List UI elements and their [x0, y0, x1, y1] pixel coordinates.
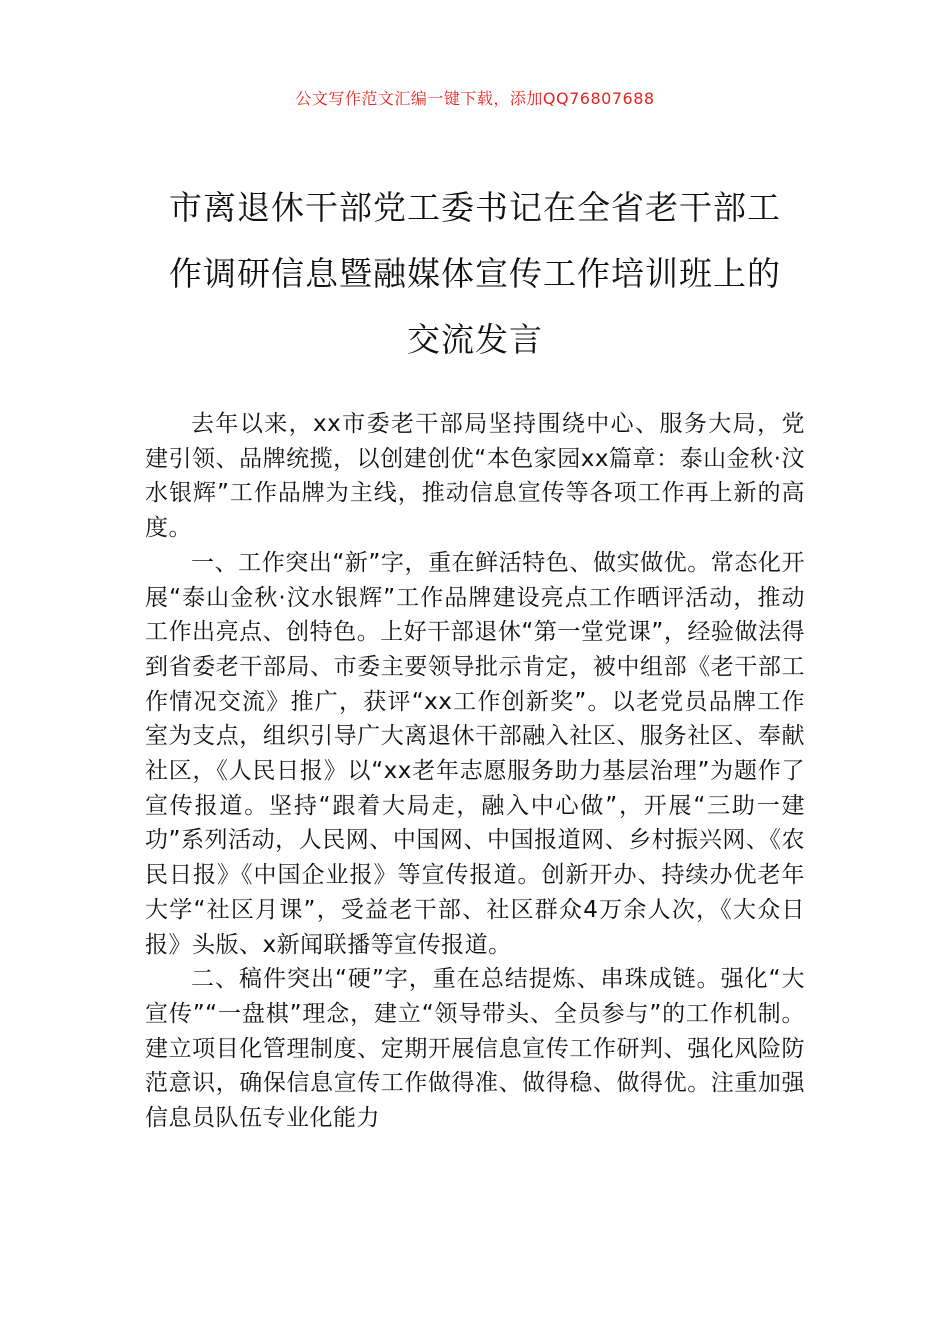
download-promo-note: 公文写作范文汇编一键下载，添加QQ76807688	[295, 89, 655, 108]
title-line: 市离退休干部党工委书记在全省老干部工	[169, 188, 781, 227]
section-two-paragraph: 二、稿件突出“硬”字，重在总结提炼、串珠成链。强化“大宣传”“一盘棋”理念，建立“领导带头、全员参与”的工作机制。建立项目化管理制度、定期开展信息宣传工作研判、强化风险防范意识，确保信息宣传工作做得准、做得稳、做得优。注重加强信息员队伍专业化能力	[145, 966, 805, 1132]
document-body	[145, 407, 805, 1136]
document-title	[140, 175, 810, 373]
intro-paragraph: 去年以来，xx市委老干部局坚持围绕中心、服务大局，党建引领、品牌统揽，以创建创优“本色家园xx篇章：泰山金秋·汶水银辉”工作品牌为主线，推动信息宣传等各项工作再上新的高度。	[145, 411, 805, 542]
title-line: 交流发言	[407, 320, 543, 359]
section-one-paragraph: 一、工作突出“新”字，重在鲜活特色、做实做优。常态化开展“泰山金秋·汶水银辉”工作品牌建设亮点工作晒评活动，推动工作出亮点、创特色。上好干部退休“第一堂党课”，经验做法得到省委老干部局、市委主要领导批示肯定，被中组部《老干部工作情况交流》推广，获评“xx工作创新奖”。以老党员品牌工作室为支点，组织引导广大离退休干部融入社区、服务社区、奉献社区，《人民日报》以“xx老年志愿服务助力基层治理”为题作了宣传报道。坚持“跟着大局走，融入中心做”，开展“三助一建功”系列活动，人民网、中国网、中国报道网、乡村振兴网、《农民日报》《中国企业报》等宣传报道。创新开办、持续办优老年大学“社区月课”，受益老干部、社区群众4万余人次，《大众日报》头版、x新闻联播等宣传报道。	[145, 549, 805, 958]
title-line: 作调研信息暨融媒体宣传工作培训班上的	[169, 254, 781, 293]
